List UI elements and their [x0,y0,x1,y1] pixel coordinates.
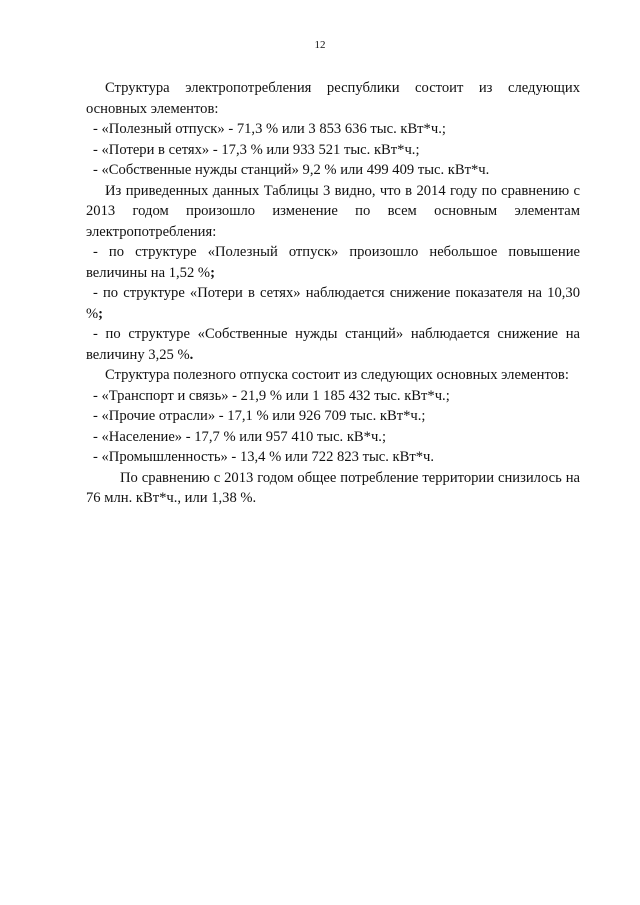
paragraph-useful-supply-structure: Структура полезного отпуска состоит из следующих основных элементов: [105,367,569,383]
list-item: - «Полезный отпуск» - 71,3 % или 3 853 636 тыс. кВт*ч.; [93,121,446,137]
list-item [86,283,580,324]
list-item-end-mark: ; [98,305,104,322]
list-item: - «Промышленность» - 13,4 % или 722 823 тыс. кВт*ч. [93,449,435,465]
list-item: - «Потери в сетях» - 17,3 % или 933 521 тыс. кВт*ч.; [93,141,420,158]
paragraph-table-comparison: Из приведенных данных Таблицы 3 видно, что в 2014 году по сравнению с 2013 годом произошло изменение по всем основным элементам электропотребления: [86,182,580,240]
paragraph-total-consumption: По сравнению с 2013 годом общее потребление территории снизилось на 76 млн. кВт*ч., или 1,38 %. [86,469,580,506]
document-body [86,78,580,509]
list-item-end-mark: . [189,346,194,363]
paragraph-consumption-structure: Структура электропотребления республики состоит из следующих основных элементов: [86,80,580,117]
list-item: - «Население» - 17,7 % или 957 410 тыс. кВ*ч.; [93,428,387,445]
list-item: - «Собственные нужды станций» 9,2 % или 499 409 тыс. кВт*ч. [93,162,490,178]
list-item [86,242,580,283]
list-item-text: - по структуре «Полезный отпуск» произошло небольшое повышение величины на 1,52 % [86,244,580,281]
list-item-text: - по структуре «Собственные нужды станций» наблюдается снижение на величину 3,25 % [86,326,580,363]
page-number: 12 [314,39,326,51]
list-item-end-mark: ; [210,264,215,281]
list-item: - «Транспорт и связь» - 21,9 % или 1 185 432 тыс. кВт*ч.; [93,387,450,404]
list-item-text: - по структуре «Потери в сетях» наблюдается снижение показателя на 10,30 % [86,285,580,322]
list-item: - «Прочие отрасли» - 17,1 % или 926 709 тыс. кВт*ч.; [93,408,426,424]
list-item [86,324,580,365]
